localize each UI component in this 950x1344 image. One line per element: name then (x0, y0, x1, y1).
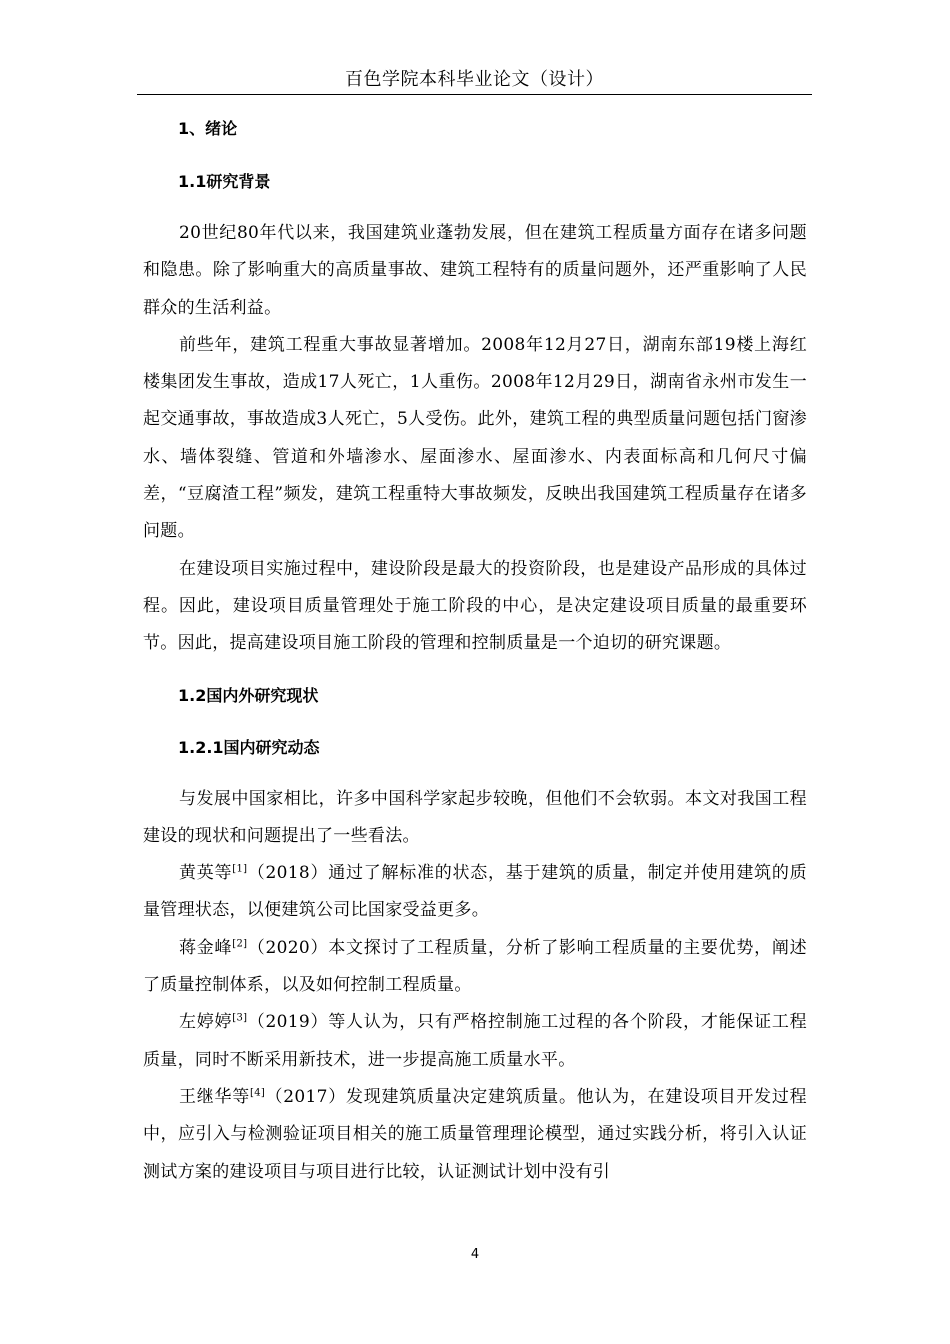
header-rule (137, 94, 812, 95)
ref-author: 王继华等 (179, 1086, 250, 1107)
chapter-heading: 1、绪论 (178, 119, 238, 138)
ref-author: 左婷婷 (179, 1012, 233, 1033)
subsection-heading-domestic: 1.2.1国内研究动态 (178, 737, 320, 757)
paragraph-background-3: 在建设项目实施过程中，建设阶段是最大的投资阶段，也是建设产品形成的具体过程。因此，建设项目质量管理处于施工阶段的中心，是决定建设项目质量的最重要环节。因此，提高建设项目施工阶段的管理和控制质量是一个迫切的研究课题。 (143, 558, 807, 654)
ref-text: （2020）本文探讨了工程质量，分析了影响工程质量的主要优势，阐述了质量控制体系，以及如何控制工程质量。 (143, 937, 807, 996)
ref-author: 蒋金峰 (179, 937, 233, 958)
paragraph-ref-4 (143, 1079, 807, 1191)
paragraph-background-1: 20世纪80年代以来，我国建筑业蓬勃发展，但在建筑工程质量方面存在诸多问题和隐患。除了影响重大的高质量事故、建筑工程特有的质量问题外，还严重影响了人民群众的生活利益。 (143, 223, 807, 318)
paragraph-ref-3 (143, 1004, 807, 1079)
ref-author: 黄英等 (179, 863, 233, 884)
ref-text: （2017）发现建筑质量决定建筑质量。他认为，在建设项目开发过程中，应引入与检测验证项目相关的施工质量管理理论模型，通过实践分析，将引入认证测试方案的建设项目与项目进行比较，认证测试计划中没有引 (143, 1086, 807, 1182)
page-body (143, 110, 807, 1191)
running-header: 百色学院本科毕业论文（设计） (345, 69, 604, 90)
citation-marker: [3] (232, 1012, 248, 1024)
citation-marker: [2] (232, 938, 248, 950)
citation-marker: [1] (232, 863, 248, 875)
section-heading-research-status: 1.2国内外研究现状 (178, 685, 319, 705)
ref-text: （2019）等人认为，只有严格控制施工过程的各个阶段，才能保证工程质量，同时不断采用新技术，进一步提高施工质量水平。 (143, 1012, 807, 1070)
paragraph-background-2: 前些年，建筑工程重大事故显著增加。2008年12月27日，湖南东部19楼上海红楼集团发生事故，造成17人死亡，1人重伤。2008年12月29日，湖南省永州市发生一起交通事故，事故造成3人死亡，5人受伤。此外，建筑工程的典型质量问题包括门窗渗水、墙体裂缝、管道和外墙渗水、屋面渗水、屋面渗水、内表面标高和几何尺寸偏差，“豆腐渣工程”频发，建筑工程重特大事故频发，反映出我国建筑工程质量存在诸多问题。 (143, 334, 807, 542)
page-number: 4 (470, 1247, 480, 1262)
paragraph-ref-2 (143, 930, 807, 1005)
ref-text: （2018）通过了解标准的状态，基于建筑的质量，制定并使用建筑的质量管理状态，以便建筑公司比国家受益更多。 (143, 863, 807, 921)
paragraph-domestic-intro: 与发展中国家相比，许多中国科学家起步较晚，但他们不会软弱。本文对我国工程建设的现状和问题提出了一些看法。 (143, 788, 807, 846)
paragraph-ref-1 (143, 855, 807, 930)
section-heading-background: 1.1研究背景 (178, 172, 271, 191)
citation-marker: [4] (250, 1087, 266, 1099)
